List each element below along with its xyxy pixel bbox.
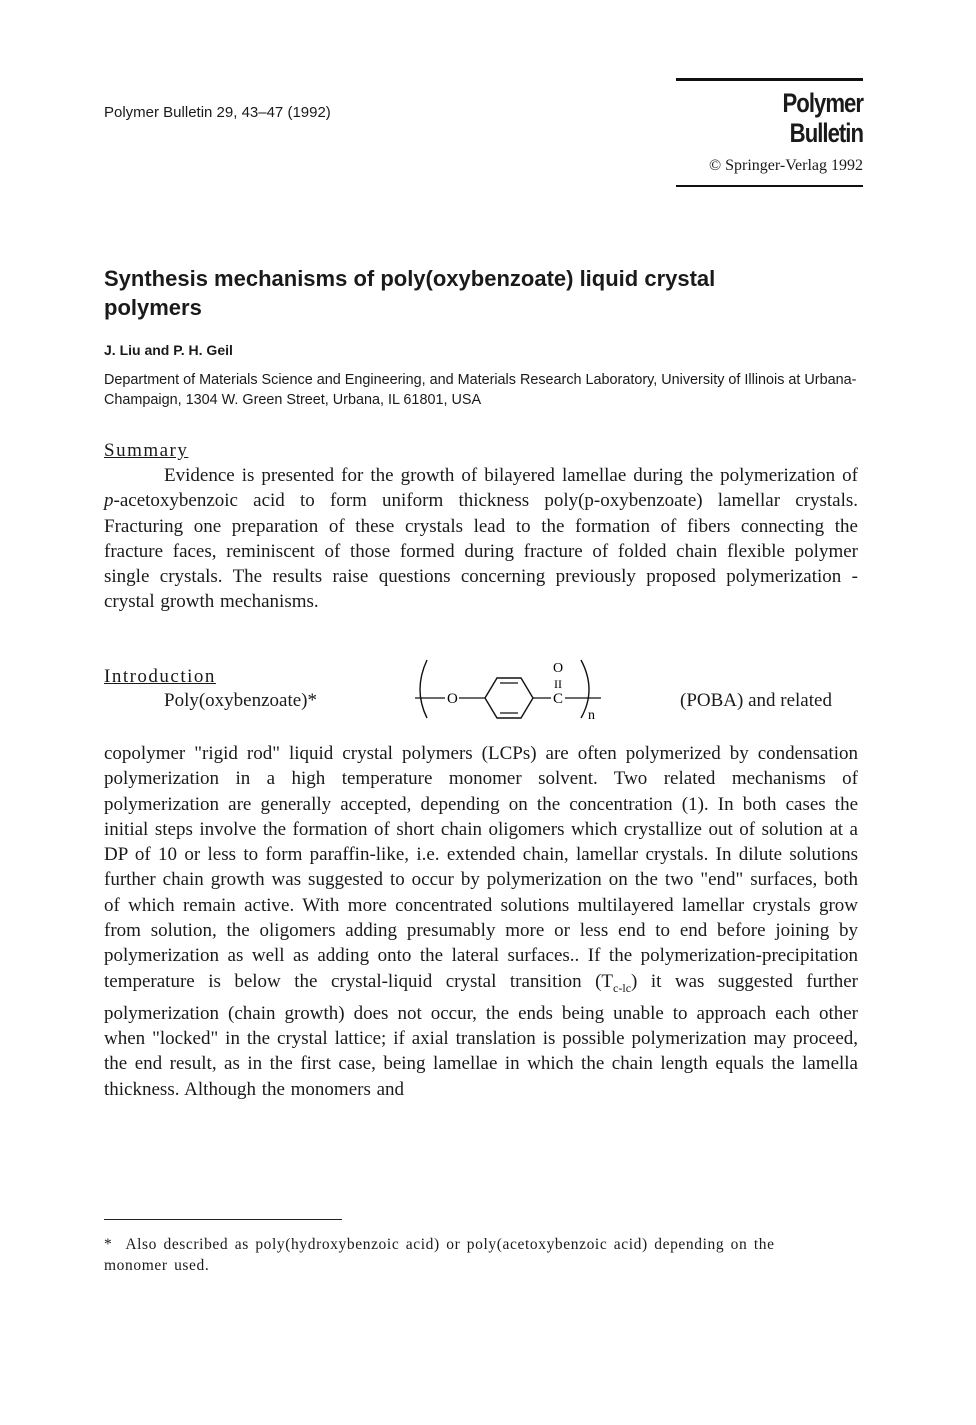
- summary-heading: Summary: [104, 440, 189, 461]
- copyright-notice: © Springer-Verlag 1992: [708, 157, 863, 174]
- poba-repeat-unit-structure: [405, 656, 625, 720]
- introduction-paragraph: [104, 741, 858, 1102]
- carbon-label: C: [553, 691, 564, 707]
- author-affiliation: Department of Materials Science and Engineering, and Materials Research Laboratory, University of Illinois at Urbana-Champaign, 1304 W. Green Street, Urbana, IL 61801, USA: [104, 372, 857, 408]
- tc-subscript: c-lc: [613, 980, 632, 995]
- repeat-subscript: n: [588, 708, 595, 720]
- article-authors: J. Liu and P. H. Geil: [104, 342, 233, 358]
- left-bracket: [420, 660, 427, 718]
- ether-oxygen-label: O: [447, 691, 458, 707]
- carbonyl-oxygen-label: O: [553, 661, 564, 676]
- journal-name: Polymer Bulletin: [782, 88, 863, 148]
- summary-text-start: Evidence is presented for the growth of bilayered lamellae during the polymerization of: [164, 465, 858, 486]
- summary-italic-prefix: p: [104, 490, 114, 512]
- footnote-text: Also described as poly(hydroxybenzoic acid) or poly(acetoxybenzoic acid) depending on the monomer used.: [104, 1236, 775, 1274]
- benzene-ring: [485, 678, 533, 718]
- footnote-rule: [104, 1219, 342, 1220]
- article-title: Synthesis mechanisms of poly(oxybenzoate) liquid crystal polymers: [104, 266, 716, 320]
- intro-body-part1: copolymer "rigid rod" liquid crystal polymers (LCPs) are often polymerized by condensation polymerization in a high temperature monomer solvent. Two related mechanisms of polymerization are generally accepted, depending on the concentration (1). In both cases the initial steps involve the formation of short chain oligomers which crystallize out of solution at a DP of 10 or less to form paraffin-like, i.e. extended chain, lamellar crystals. In dilute solutions further chain growth was suggested to occur by polymerization on the two "end" surfaces, both of which remain active. With more concentrated solutions multilayered lamellar crystals grow from solution, the oligomers adding presumably more or less end to end before joining by polymerization as well as adding onto the lateral surfaces.. If the polymerization-precipitation temperature is below the crystal-liquid crystal transition (T: [104, 743, 858, 992]
- intro-lead-text-after: (POBA) and related: [680, 690, 832, 711]
- journal-reference: Polymer Bulletin 29, 43–47 (1992): [104, 104, 331, 121]
- intro-lead-text: Poly(oxybenzoate)*: [164, 690, 318, 711]
- summary-paragraph: [104, 463, 858, 615]
- journal-masthead: [676, 78, 863, 187]
- footnote: [104, 1234, 824, 1276]
- masthead-bottom-rule: [676, 185, 863, 187]
- carbonyl-double-bond: II: [554, 677, 562, 691]
- footnote-marker: *: [104, 1236, 113, 1253]
- summary-text-end: -acetoxybenzoic acid to form uniform thickness poly(p-oxybenzoate) lamellar crystals. Fracturing one preparation of these crystals lead to the formation of fibers connecting the fracture faces, reminiscent of those formed during fracture of folded chain flexible polymer single crystals. The results raise questions concerning previously proposed polymerization - crystal growth mechanisms.: [104, 490, 858, 613]
- introduction-heading: Introduction: [104, 666, 216, 687]
- intro-body-part2: ) it was suggested further polymerization (chain growth) does not occur, the ends being unable to approach each other when "locked" in the crystal lattice; if axial translation is possible polymerization may proceed, the end result, as in the first case, being lamellae in which the chain length equals the lamella thickness. Although the monomers and: [104, 970, 858, 1100]
- masthead-top-rule: [676, 78, 863, 81]
